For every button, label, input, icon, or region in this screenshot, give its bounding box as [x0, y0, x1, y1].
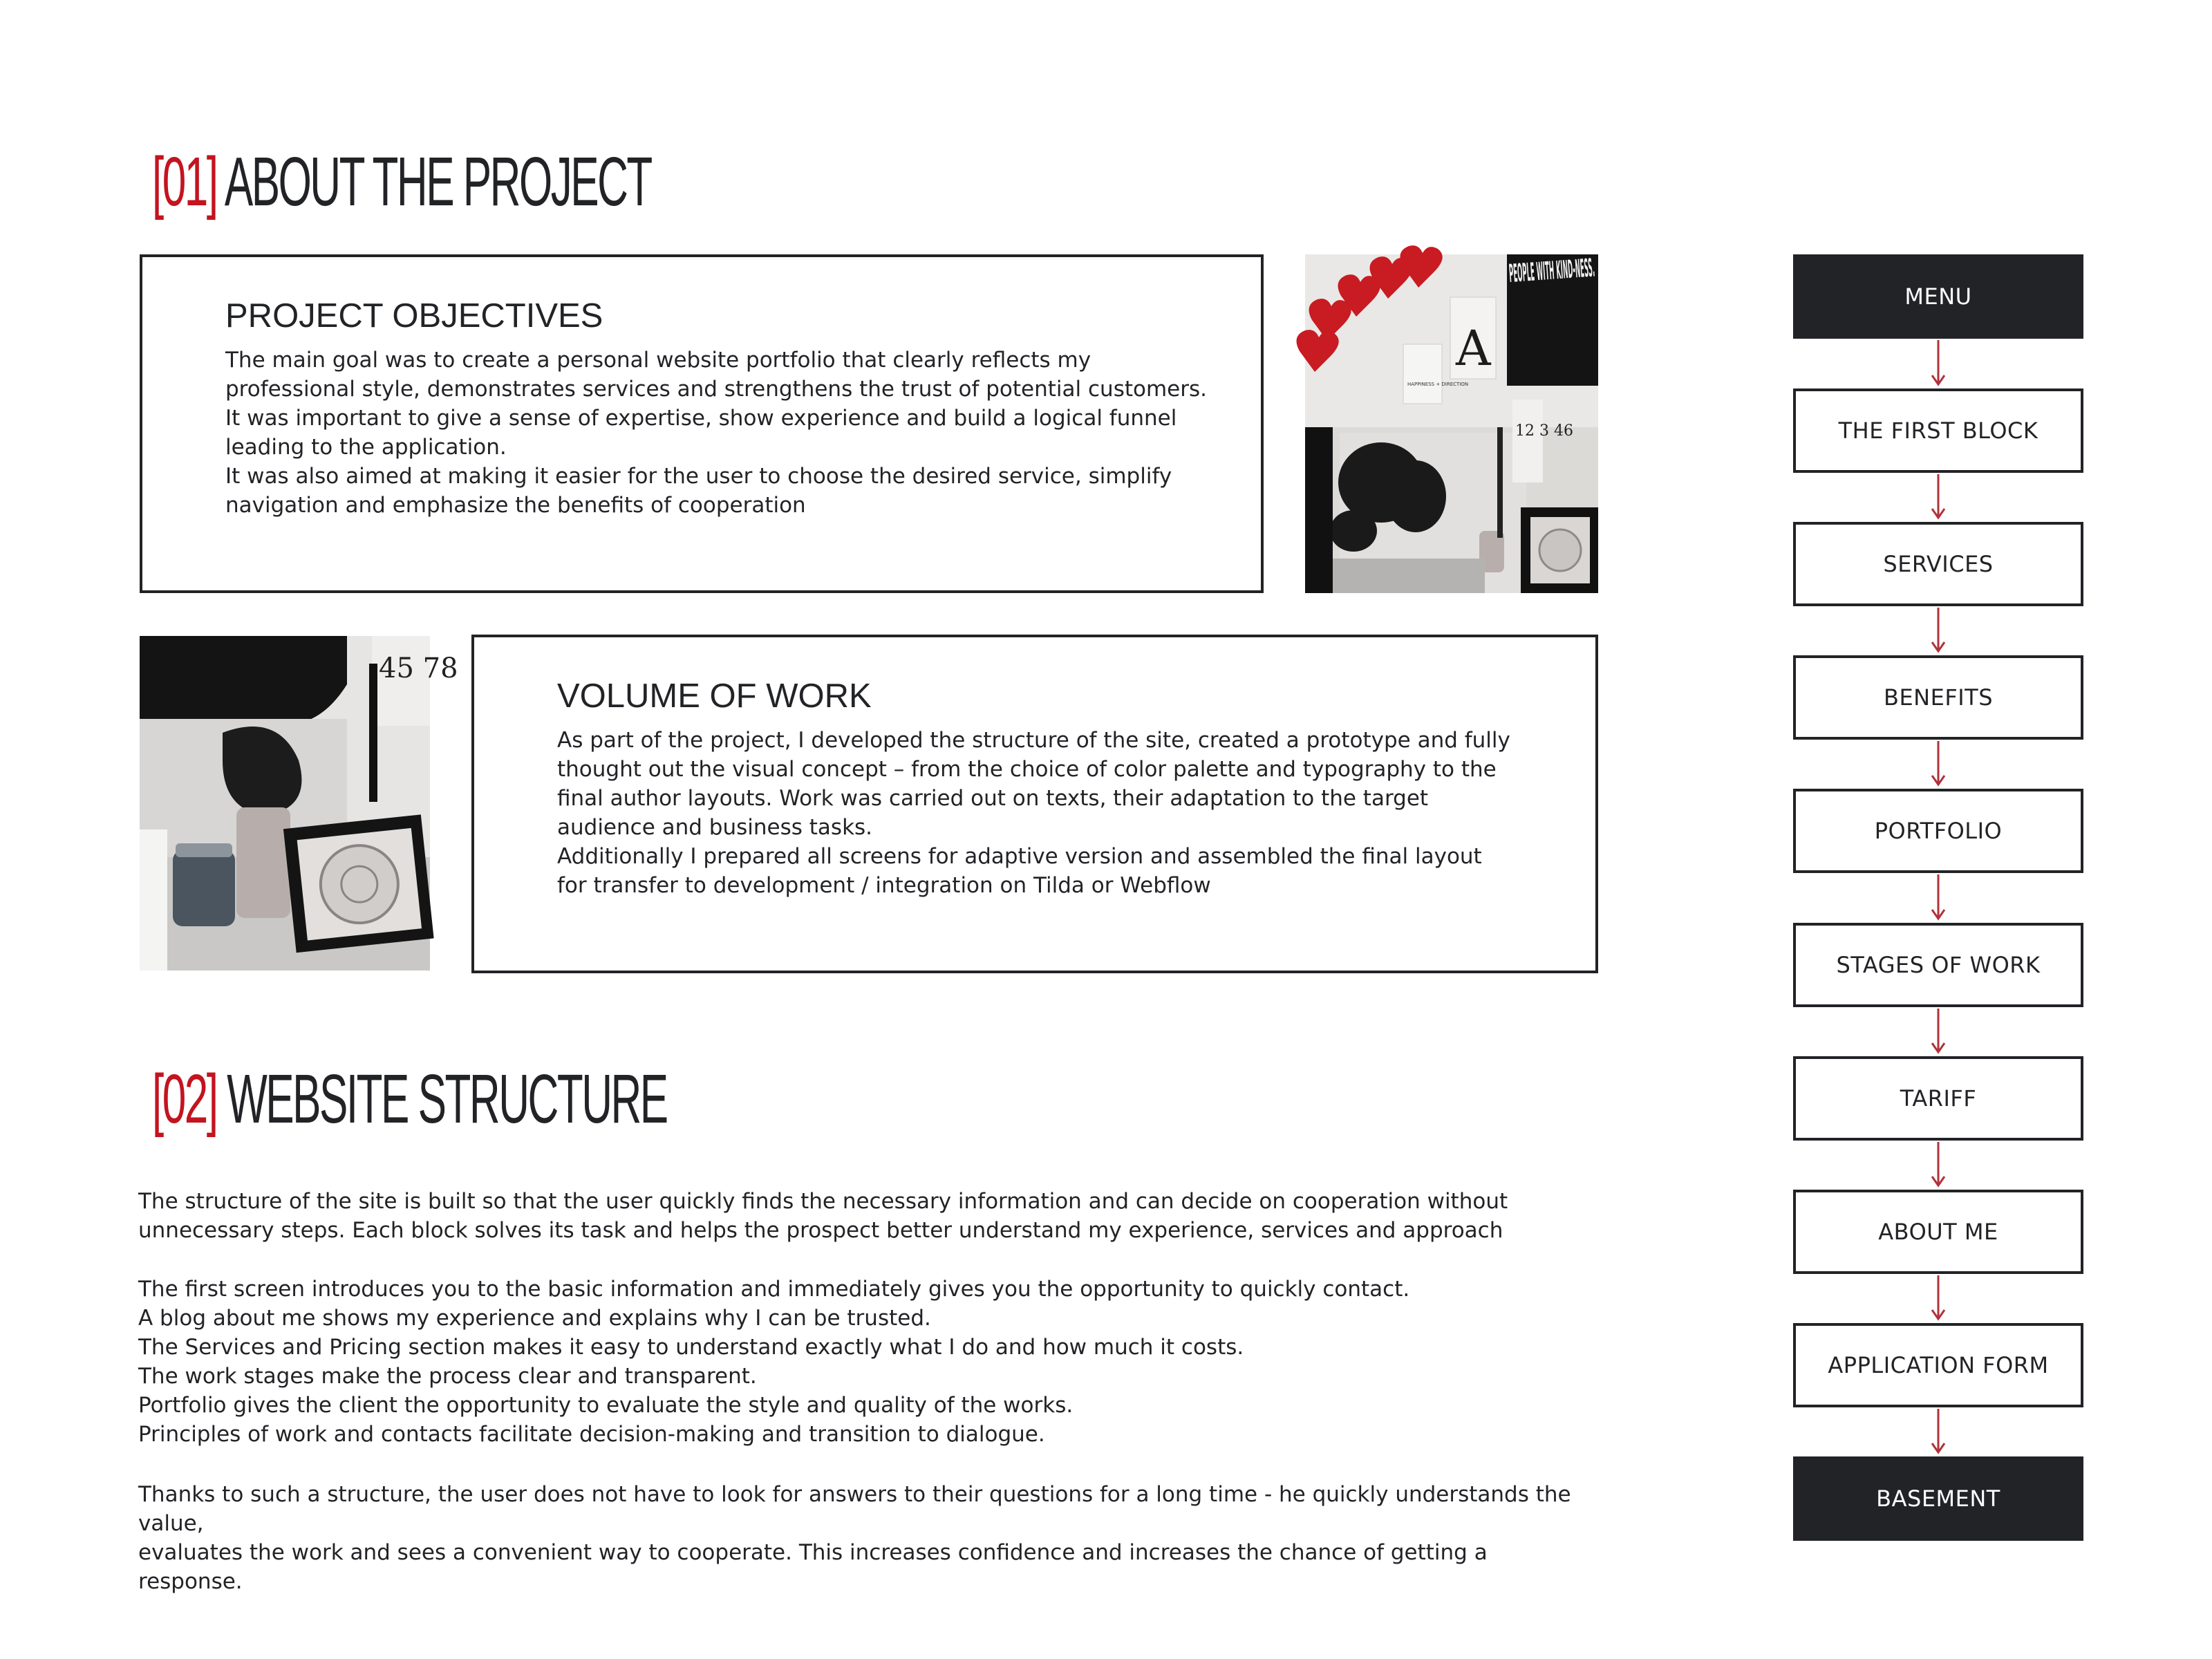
poster-kindness-text: PEOPLE WITH KIND-NESS. — [1508, 234, 1872, 288]
flow-arrow — [1932, 474, 1944, 518]
section-01-heading — [152, 140, 957, 223]
number-card-text-2: 45 78 — [379, 653, 458, 684]
structure-intro-text: The structure of the site is built so that the user quickly finds the necessary information and can decide on cooperation without unnecessary steps. Each block solves its task and helps the prospect better understand my experience, services and approach — [138, 1189, 1508, 1243]
desk-photo-illustration — [140, 636, 458, 971]
flow-node-menu: MENU — [1793, 254, 2083, 339]
flow-arrow — [1932, 608, 1944, 651]
moodboard-photo-illustration — [1305, 234, 1872, 593]
flow-node-tariff: TARIFF — [1793, 1056, 2083, 1141]
section-01-number: [01] — [152, 143, 217, 221]
volume-of-work-title: VOLUME OF WORK — [557, 677, 872, 715]
desk-photo — [140, 636, 458, 971]
flow-arrow — [1932, 1275, 1944, 1319]
flow-node-first-block: THE FIRST BLOCK — [1793, 388, 2083, 473]
poster-letter-a: A — [1456, 320, 1491, 377]
project-objectives-text: The main goal was to create a personal website portfolio that clearly reflects my professional style, demonstrates services and strengthens the trust of potential customers. It was important to give a sense of expertise, show experience and build a logical funnel leading to the application. It was also aimed at making it easier for the user to choose the desired service, simplify navigation and emphasize the benefits of cooperation — [225, 348, 1207, 518]
section-02-heading — [152, 1058, 982, 1141]
project-objectives-card — [140, 254, 1264, 593]
volume-of-work-card — [471, 635, 1598, 973]
flow-node-application-form: APPLICATION FORM — [1793, 1323, 2083, 1407]
structure-conclusion-text: Thanks to such a structure, the user does not have to look for answers to their questions for a long time - he quickly understands the value, evaluates the work and sees a convenient way to cooperate. This increases confidence and increases the chance of getting a response. — [138, 1482, 1571, 1594]
section-02-title: WEBSITE STRUCTURE — [227, 1060, 667, 1138]
flow-node-services: SERVICES — [1793, 522, 2083, 606]
flow-node-stages-of-work: STAGES OF WORK — [1793, 923, 2083, 1007]
flow-arrow — [1932, 340, 1944, 384]
flow-arrow — [1932, 741, 1944, 785]
flow-arrow — [1932, 1142, 1944, 1185]
flow-arrow — [1932, 1409, 1944, 1452]
structure-details-text: The first screen introduces you to the basic information and immediately gives you the opportunity to quickly contact. A blog about me shows my experience and explains why I can be trusted. The Services and Pricing section makes it easy to understand exactly what I do and how much it costs. The work stages make the process clear and transparent. Portfolio gives the client the opportunity to evaluate the style and quality of the works. Principles of work and contacts facilitate decision-making and transition to dialogue. — [138, 1277, 1410, 1447]
volume-of-work-text: As part of the project, I developed the structure of the site, created a prototype and fully thought out the visual concept – from the choice of color palette and typography to the final author layouts. Work was carried out on texts, their adaptation to the target audience and business tasks. Additionally I prepared all screens for adaptive version and assembled the final layout for transfer to development / integration on Tilda or Webflow — [557, 728, 1510, 898]
section-02-number: [02] — [152, 1060, 217, 1138]
flow-arrow — [1932, 874, 1944, 919]
section-01-title: ABOUT THE PROJECT — [224, 143, 651, 221]
number-card-text: 12 3 46 — [1515, 422, 1573, 440]
project-objectives-title: PROJECT OBJECTIVES — [225, 297, 603, 335]
small-card-text: HAPPINESS + DIRECTION — [1407, 382, 1469, 387]
flow-arrow — [1932, 1009, 1944, 1052]
flow-node-portfolio: PORTFOLIO — [1793, 789, 2083, 873]
flow-node-benefits: BENEFITS — [1793, 655, 2083, 740]
flow-node-about-me: ABOUT ME — [1793, 1190, 2083, 1274]
moodboard-photo — [1305, 234, 1872, 593]
flow-node-basement: BASEMENT — [1793, 1456, 2083, 1541]
